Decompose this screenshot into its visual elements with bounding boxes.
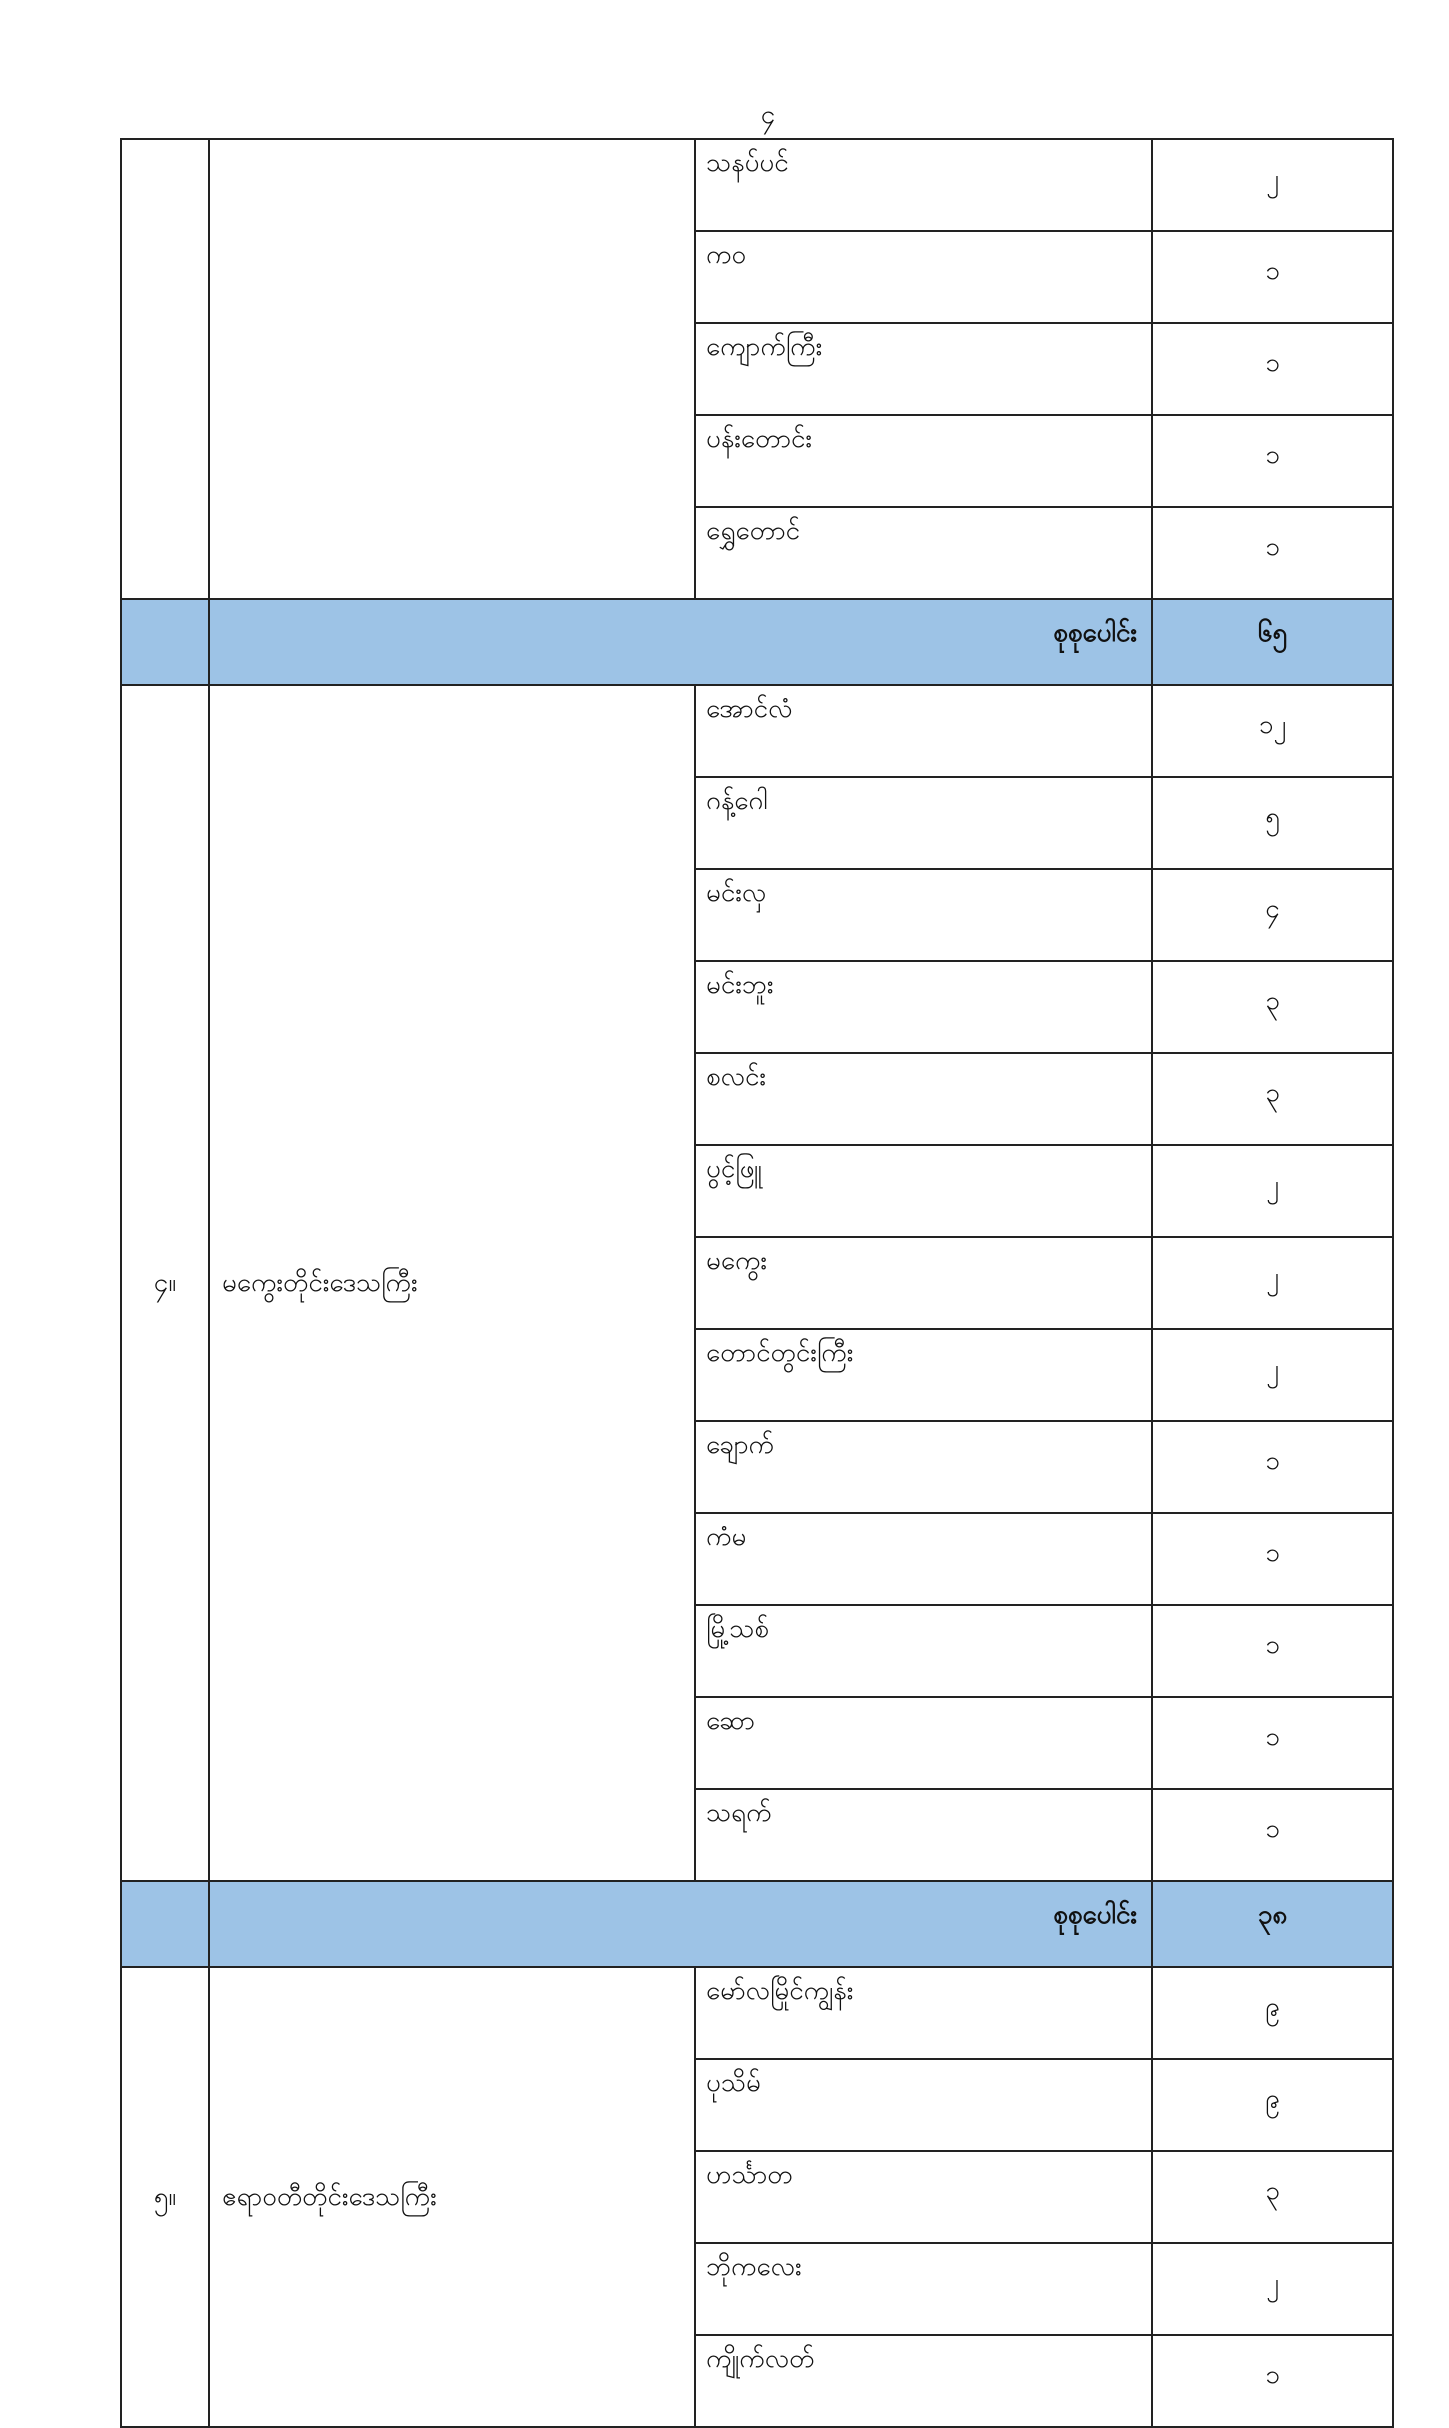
township-name: မင်းလှ [695, 869, 1152, 961]
region-name: မကွေးတိုင်းဒေသကြီး [209, 685, 695, 1881]
township-name: ဆော [695, 1697, 1152, 1789]
township-name: မင်းဘူး [695, 961, 1152, 1053]
township-count: ၁ [1152, 1421, 1393, 1513]
region-name: ဧရာဝတီတိုင်းဒေသကြီး [209, 1967, 695, 2427]
township-name: ကျောက်ကြီး [695, 323, 1152, 415]
section-index: ၄။ [121, 685, 209, 1881]
township-name: ကျိုက်လတ် [695, 2335, 1152, 2427]
township-count: ၁ [1152, 231, 1393, 323]
township-count: ၁ [1152, 323, 1393, 415]
table-row [121, 685, 1393, 777]
township-name: အောင်လံ [695, 685, 1152, 777]
township-count: ၁ [1152, 1789, 1393, 1881]
township-count: ၃ [1152, 2151, 1393, 2243]
township-count: ၂ [1152, 1329, 1393, 1421]
total-row [121, 1881, 1393, 1967]
township-count: ၁ [1152, 2335, 1393, 2427]
township-count: ၃ [1152, 961, 1393, 1053]
township-name: မကွေး [695, 1237, 1152, 1329]
township-count: ၁ [1152, 1513, 1393, 1605]
township-name: ဘိုကလေး [695, 2243, 1152, 2335]
total-label: စုစုပေါင်း [209, 599, 1152, 685]
township-count: ၂ [1152, 139, 1393, 231]
township-count: ၄ [1152, 869, 1393, 961]
township-count: ၁၂ [1152, 685, 1393, 777]
township-name: တောင်တွင်းကြီး [695, 1329, 1152, 1421]
township-name: ကံမ [695, 1513, 1152, 1605]
township-count: ၉ [1152, 2059, 1393, 2151]
total-value: ၆၅ [1152, 599, 1393, 685]
township-name: ကဝ [695, 231, 1152, 323]
township-count: ၉ [1152, 1967, 1393, 2059]
region-name [209, 139, 695, 599]
township-name: ပုသိမ် [695, 2059, 1152, 2151]
township-count: ၂ [1152, 1145, 1393, 1237]
township-name: ဂန့်ဂေါ [695, 777, 1152, 869]
township-count: ၂ [1152, 2243, 1393, 2335]
township-name: ချောက် [695, 1421, 1152, 1513]
township-count: ၁ [1152, 1605, 1393, 1697]
township-count-table [120, 138, 1394, 2428]
township-name: မော်လမြိုင်ကျွန်း [695, 1967, 1152, 2059]
township-name: မြို့သစ် [695, 1605, 1152, 1697]
township-name: ရွှေတောင် [695, 507, 1152, 599]
township-count: ၃ [1152, 1053, 1393, 1145]
township-count: ၁ [1152, 1697, 1393, 1789]
section-index: ၅။ [121, 1967, 209, 2427]
township-name: ပွင့်ဖြူ [695, 1145, 1152, 1237]
township-name: ဟင်္သာတ [695, 2151, 1152, 2243]
township-count: ၁ [1152, 507, 1393, 599]
total-row-blank [121, 599, 209, 685]
township-count: ၂ [1152, 1237, 1393, 1329]
township-name: သနပ်ပင် [695, 139, 1152, 231]
section-index [121, 139, 209, 599]
table-row [121, 1967, 1393, 2059]
township-name: ပန်းတောင်း [695, 415, 1152, 507]
table-row [121, 139, 1393, 231]
page-number: ၄ [760, 100, 776, 130]
total-row [121, 599, 1393, 685]
township-name: သရက် [695, 1789, 1152, 1881]
township-count: ၅ [1152, 777, 1393, 869]
total-value: ၃၈ [1152, 1881, 1393, 1967]
township-name: စလင်း [695, 1053, 1152, 1145]
total-label: စုစုပေါင်း [209, 1881, 1152, 1967]
total-row-blank [121, 1881, 209, 1967]
township-count: ၁ [1152, 415, 1393, 507]
